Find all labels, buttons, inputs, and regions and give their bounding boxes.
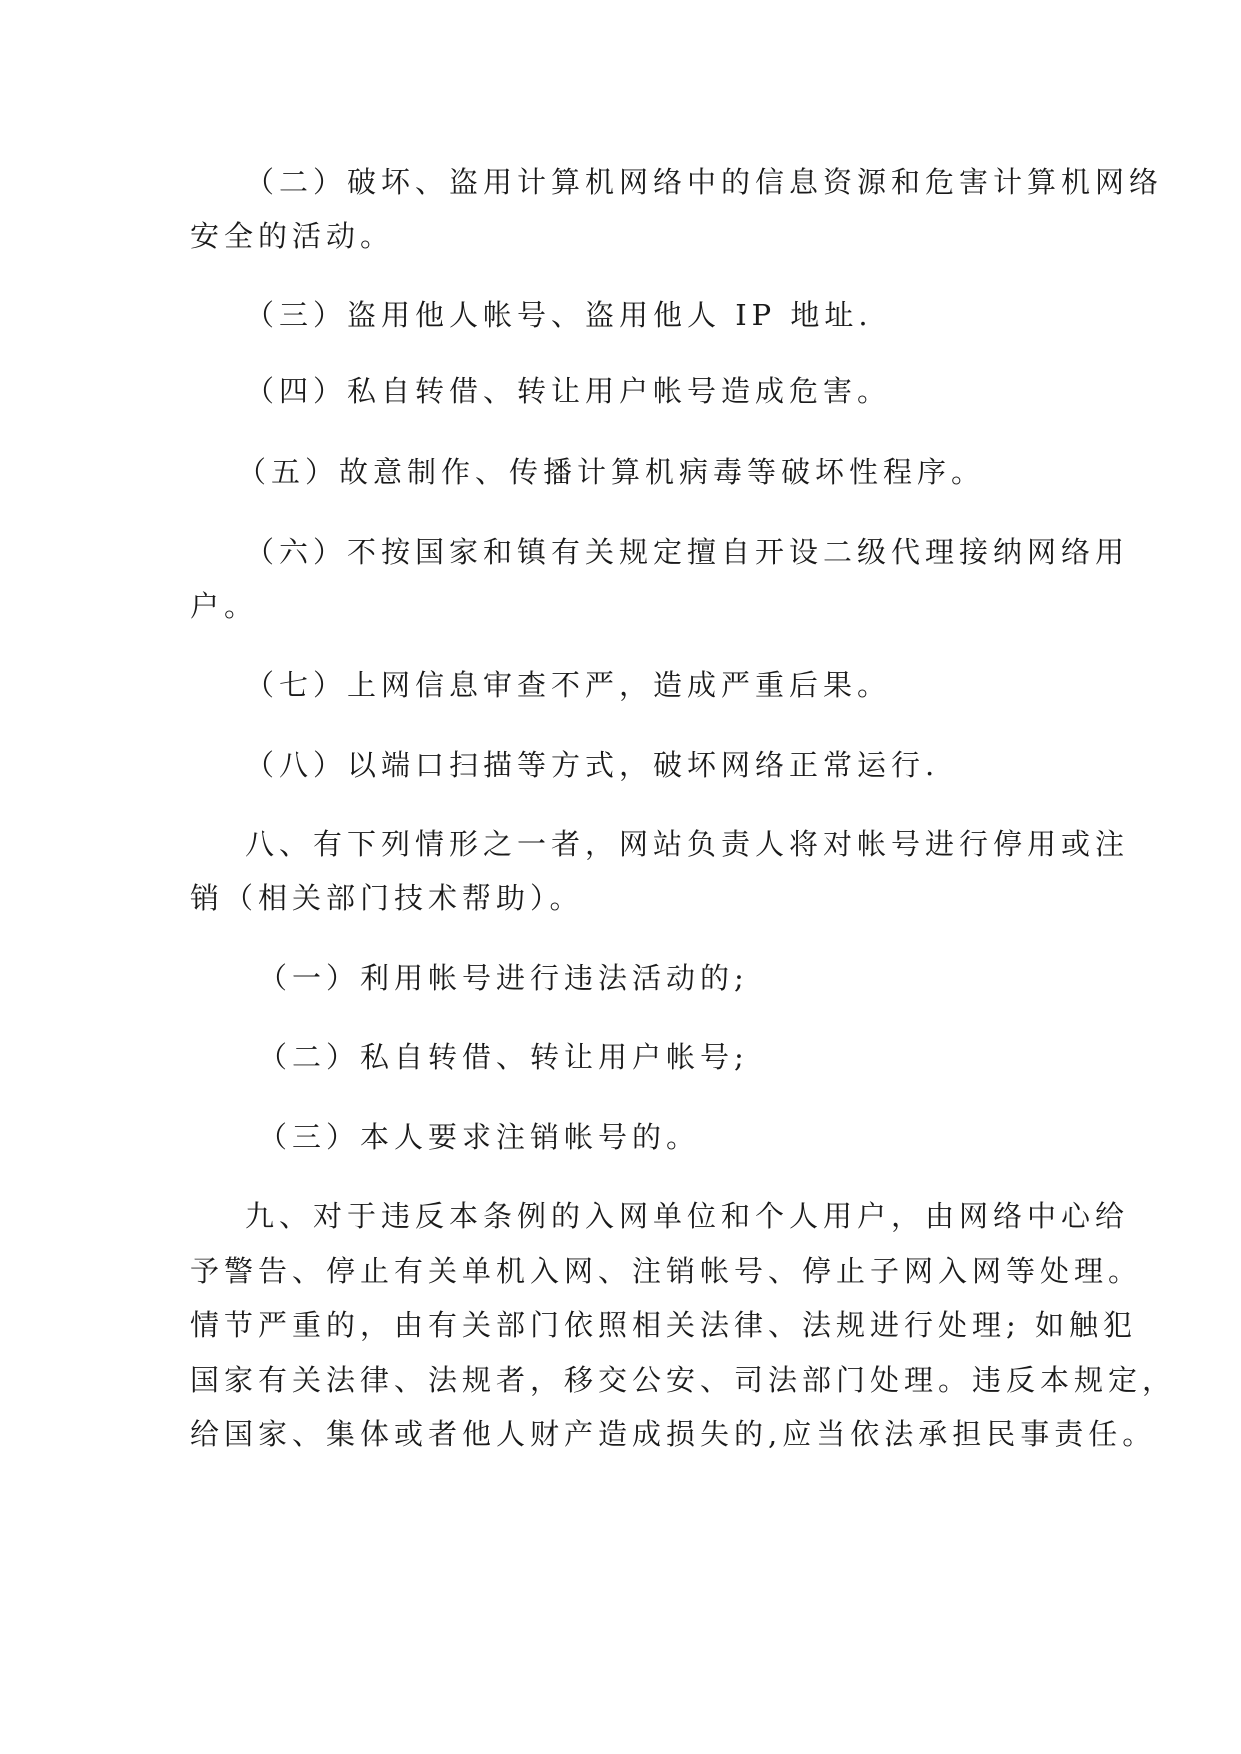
section-9-line-1: 九、对于违反本条例的入网单位和个人用户，由网络中心给 <box>245 1199 1130 1233</box>
item-8: （八）以端口扫描等方式，破坏网络正常运行. <box>245 748 940 782</box>
section-9-line-5: 给国家、集体或者他人财产造成损失的,应当依法承担民事责任。 <box>190 1417 1157 1451</box>
section-8-item-1: （一）利用帐号进行违法活动的; <box>258 961 749 995</box>
item-6-line-2: 户。 <box>190 589 259 623</box>
section-8-item-3: （三）本人要求注销帐号的。 <box>258 1120 701 1154</box>
section-9-line-3: 情节严重的，由有关部门依照相关法律、法规进行处理; 如触犯 <box>190 1308 1137 1342</box>
item-2-line-1: （二）破坏、盗用计算机网络中的信息资源和危害计算机网络 <box>245 165 1164 199</box>
item-2-line-2: 安全的活动。 <box>190 219 395 253</box>
section-8-line-2: 销（相关部门技术帮助）。 <box>190 881 584 915</box>
section-9-line-2: 予警告、停止有关单机入网、注销帐号、停止子网入网等处理。 <box>190 1254 1143 1288</box>
item-4: （四）私自转借、转让用户帐号造成危害。 <box>245 374 892 408</box>
item-3: （三）盗用他人帐号、盗用他人 IP 地址. <box>245 298 873 332</box>
item-7: （七）上网信息审查不严，造成严重后果。 <box>245 668 892 702</box>
section-8-line-1: 八、有下列情形之一者，网站负责人将对帐号进行停用或注 <box>245 827 1130 861</box>
section-8-item-2: （二）私自转借、转让用户帐号; <box>258 1040 749 1074</box>
item-5: （五）故意制作、传播计算机病毒等破坏性程序。 <box>237 455 986 489</box>
item-6-line-1: （六）不按国家和镇有关规定擅自开设二级代理接纳网络用 <box>245 535 1130 569</box>
section-9-line-4: 国家有关法律、法规者，移交公安、司法部门处理。违反本规定， <box>190 1363 1177 1397</box>
